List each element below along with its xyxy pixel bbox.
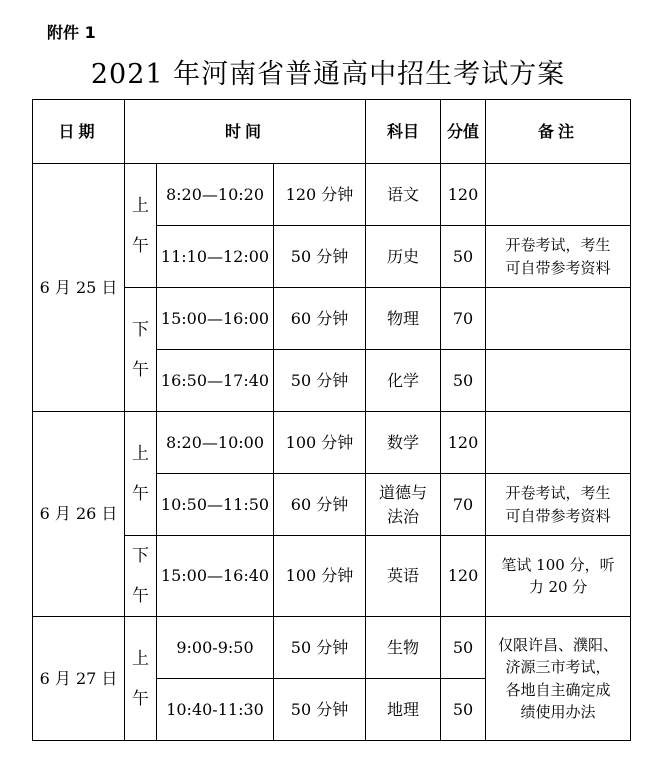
period-cell (125, 617, 157, 741)
score-cell: 50 (441, 679, 486, 741)
remark-cell (486, 536, 631, 617)
period-char: 上 (132, 443, 149, 464)
header-row (33, 100, 631, 164)
score-cell: 50 (441, 350, 486, 412)
time-cell: 15:00—16:00 (157, 288, 274, 350)
time-cell: 16:50—17:40 (157, 350, 274, 412)
remark-line: 可自带参考资料 (505, 506, 611, 525)
subject-cell (366, 617, 441, 679)
remark-line: 可自带参考资料 (505, 258, 611, 277)
subject-line: 历史 (386, 246, 419, 266)
time-cell: 10:50—11:50 (157, 474, 274, 536)
score-cell: 70 (441, 288, 486, 350)
table-row (33, 617, 631, 679)
header-score: 分值 (441, 100, 486, 164)
period-char: 午 (132, 586, 149, 606)
remark-cell (486, 226, 631, 288)
date-cell: 6 月 27 日 (33, 617, 125, 741)
duration-cell: 100 分钟 (274, 412, 366, 474)
time-cell: 9:00-9:50 (157, 617, 274, 679)
subject-line: 数学 (386, 432, 419, 452)
period-char: 下 (132, 319, 149, 340)
subject-cell (366, 350, 441, 412)
time-cell: 15:00—16:40 (157, 536, 274, 617)
score-cell: 120 (441, 164, 486, 226)
remark-cell (486, 474, 631, 536)
header-subject: 科目 (366, 100, 441, 164)
score-cell: 120 (441, 412, 486, 474)
document-title: 2021 年河南省普通高中招生考试方案 (90, 59, 566, 90)
subject-cell (366, 164, 441, 226)
duration-cell: 120 分钟 (274, 164, 366, 226)
duration-cell: 60 分钟 (274, 288, 366, 350)
remark-line: 济源三市考试， (505, 658, 611, 676)
remark-line: 开卷考试，考生 (505, 236, 611, 254)
period-cell (125, 164, 157, 288)
period-char: 上 (132, 648, 149, 669)
time-cell: 8:20—10:20 (157, 164, 274, 226)
exam-schedule-table (32, 99, 631, 741)
remark-cell (486, 164, 631, 226)
duration-cell: 50 分钟 (274, 226, 366, 288)
time-cell: 11:10—12:00 (157, 226, 274, 288)
remark-line: 绩使用办法 (520, 703, 596, 721)
subject-cell (366, 412, 441, 474)
period-char: 午 (132, 688, 149, 709)
subject-line: 化学 (386, 370, 419, 390)
schedule-body (33, 164, 631, 741)
duration-cell: 100 分钟 (274, 536, 366, 617)
period-char: 午 (132, 235, 149, 256)
remark-cell (486, 288, 631, 350)
score-cell: 50 (441, 617, 486, 679)
time-cell: 10:40-11:30 (157, 679, 274, 741)
subject-cell (366, 288, 441, 350)
remark-line: 力 20 分 (528, 578, 588, 596)
remark-line: 开卷考试，考生 (505, 484, 611, 502)
header-remark: 备注 (486, 100, 631, 164)
subject-line: 语文 (386, 184, 419, 204)
table-row (33, 164, 631, 226)
subject-line: 物理 (386, 308, 419, 328)
score-cell: 50 (441, 226, 486, 288)
header-time: 时间 (125, 100, 366, 164)
duration-cell: 50 分钟 (274, 350, 366, 412)
subject-line: 生物 (386, 637, 419, 657)
period-char: 午 (132, 359, 149, 380)
period-cell (125, 412, 157, 536)
period-char: 下 (132, 546, 149, 566)
header-date: 日期 (33, 100, 125, 164)
attachment-label: 附件 1 (47, 23, 96, 42)
remark-cell (486, 617, 631, 741)
table-row (33, 412, 631, 474)
subject-line: 英语 (386, 566, 419, 586)
duration-cell: 60 分钟 (274, 474, 366, 536)
duration-cell: 50 分钟 (274, 617, 366, 679)
period-cell (125, 288, 157, 412)
subject-cell (366, 226, 441, 288)
subject-cell (366, 536, 441, 617)
score-cell: 120 (441, 536, 486, 617)
date-cell: 6 月 26 日 (33, 412, 125, 617)
period-cell (125, 536, 157, 617)
subject-line: 地理 (386, 699, 419, 719)
remark-line: 仅限许昌、濮阳、 (497, 635, 618, 654)
remark-cell (486, 412, 631, 474)
subject-line: 法治 (386, 506, 419, 526)
remark-line: 各地自主确定成 (505, 680, 611, 699)
subject-line: 道德与 (378, 483, 427, 503)
period-char: 午 (132, 483, 149, 504)
remark-line: 笔试 100 分，听 (501, 555, 615, 574)
subject-cell (366, 679, 441, 741)
date-cell: 6 月 25 日 (33, 164, 125, 412)
subject-cell (366, 474, 441, 536)
duration-cell: 50 分钟 (274, 679, 366, 741)
remark-cell (486, 350, 631, 412)
time-cell: 8:20—10:00 (157, 412, 274, 474)
period-char: 上 (132, 195, 149, 216)
score-cell: 70 (441, 474, 486, 536)
